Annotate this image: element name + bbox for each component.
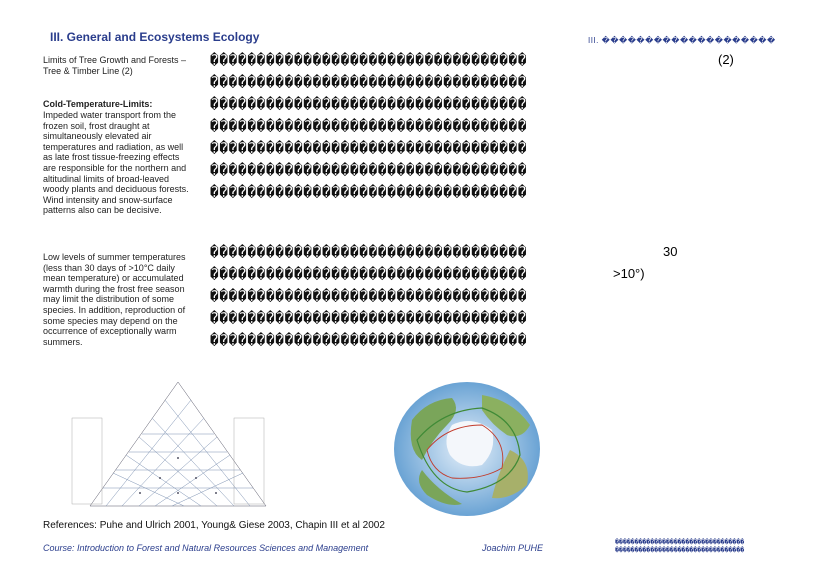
references-line: References: Puhe and Ulrich 2001, Young& Giese 2003, Chapin III et al 2002 [43, 520, 385, 531]
reference-mark: (2) [718, 52, 734, 67]
cold-limits-heading: Cold-Temperature-Limits: [43, 99, 153, 109]
summer-temperature-paragraph: Low levels of summer temperatures (less than 30 days of >10°C daily mean temperature) or accumulated warmth during the frost free season may limit the distribution of some species. In addition, reproduction of some species may depend on the occurrence of exceptionally warm summers. [43, 252, 186, 347]
slide-subtitle: Limits of Tree Growth and Forests – Tree & Timber Line (2) [43, 55, 187, 76]
footer-author: Joachim PUHE [482, 543, 544, 553]
header-foreign-title: III. �������������������� [588, 36, 776, 45]
foreign-text-block-2: ���������������������������������� ���������������������������������� ���������������������������������� ���������������������������������� ���������������������������������� [210, 245, 528, 349]
footer-course-name: Course: Introduction to Forest and Natural Resources Sciences and Management [43, 543, 369, 553]
polar-map-figure [392, 380, 542, 518]
temperature-value: >10°) [613, 266, 645, 281]
cold-limits-paragraph: Impeded water transport from the frozen soil, frost draught at simultaneously elevated air temperatures and radiation, as well as late frost tissue-freezing effects are responsible for the northern and altitudinal limits of broad-leaved woody plants and deciduous forests. Wind intensity and snow-surface patterns also can be decisive. [43, 110, 189, 216]
foreign-text-block-1: ���������������������������������� ���������������������������������� ���������������������������������� ���������������������������������� ���������������������������������� ���������������������������������� ���������������������������������� [210, 53, 528, 201]
days-value: 30 [663, 244, 678, 259]
triangle-diagram-figure [70, 378, 285, 518]
footer-logo-text: ��������������������������������� ��������������������������������� [615, 538, 745, 554]
page-title: III. General and Ecosystems Ecology [50, 30, 260, 44]
